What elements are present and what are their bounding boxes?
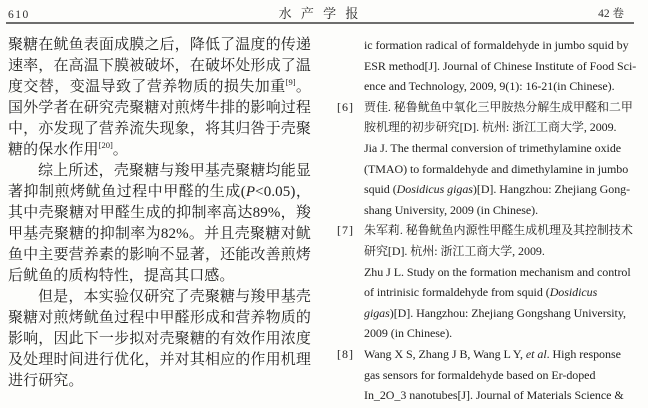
header-divider [6, 22, 634, 24]
text-run: squid ( [364, 182, 397, 197]
reference-line [364, 344, 642, 365]
reference-body [364, 344, 642, 406]
reference-line [364, 35, 642, 56]
text-run: Jia J. The thermal conversion of trimethylamine oxide [364, 140, 622, 155]
text-run: <0.05)，其中壳聚糖对甲醛生成的抑制率高达89%，羧甲基壳聚糖的抑制率为82%。并且壳聚糖对鱿鱼中主要营养素的影响不显著，还能改善煎烤后鱿鱼的质构特性，提高其口感。 [8, 184, 311, 284]
reference-entry [337, 344, 642, 406]
text-run: 聚糖在鱿鱼表面成膜之后，降低了温度的传递速率，在高温下膜被破坏，在破坏处形成了温度交替，变温导致了营养物质的损失加重 [8, 37, 311, 95]
reference-line [364, 138, 642, 159]
reference-label: [7] [337, 223, 354, 238]
text-run: ence and Technology, 2009, 9(1): 16-21(in Chinese). [364, 79, 615, 94]
text-run: of intrinisic formaldehyde from squid ( [364, 285, 550, 300]
reference-entry [337, 220, 642, 344]
text-run: 胺机理的初步研究[D]. 杭州: 浙江工商大学, 2009. [364, 120, 617, 135]
italic-run: Dosidicus gigas [396, 182, 473, 197]
reference-body [364, 97, 642, 221]
italic-run: et al [525, 346, 547, 361]
reference-line [364, 159, 642, 180]
left-column [8, 35, 311, 392]
italic-run: gigas [364, 305, 390, 320]
text-run: )[D]. Hangzhou: Zhejiang Gongshang University, [389, 305, 626, 320]
text-run: . High response [546, 346, 621, 361]
journal-title: 水 产 学 报 [278, 6, 362, 21]
reference-entry [337, 97, 642, 221]
page-number: 610 [8, 9, 30, 21]
reference-label: [6] [337, 99, 354, 114]
page-body [8, 35, 642, 408]
text-run: )[D]. Hangzhou: Zhejiang Gong- [472, 182, 631, 197]
reference-line [364, 220, 642, 241]
text-run: Wang X S, Zhang J B, Wang L Y, [364, 346, 526, 361]
reference-line [364, 262, 642, 283]
text-run: shang University, 2009 (in Chinese). [364, 202, 539, 217]
reference-entry [337, 35, 642, 97]
reference-line [364, 365, 642, 386]
citation-superscript: [20] [98, 140, 113, 150]
text-run: 贾佳. 秘鲁鱿鱼中氧化三甲胺热分解生成甲醛和二甲 [364, 99, 633, 114]
text-run: (TMAO) to formaldehyde and dimethylamine in jumbo [364, 161, 629, 176]
paragraph [8, 35, 311, 161]
text-run: ESR method[J]. Journal of Chinese Institute of Food Sci- [364, 58, 637, 73]
reference-line [364, 385, 642, 406]
text-run: 2009 (in Chinese). [364, 326, 453, 341]
right-column [337, 35, 642, 406]
citation-superscript: [9] [285, 77, 296, 87]
volume-label: 42 卷 [598, 8, 624, 20]
text-run: ic formation radical of formaldehyde in jumbo squid by [364, 38, 629, 52]
text-run: 。 [112, 142, 128, 158]
reference-line [364, 56, 642, 77]
text-run: 。国外学者在研究壳聚糖对煎烤牛排的影响过程中，亦发现了营养流失现象，将其归咎于壳聚糖的保水作用 [8, 79, 311, 158]
page-header [8, 6, 632, 21]
reference-line [364, 241, 642, 262]
reference-line [364, 323, 642, 344]
text-run: 朱军莉. 秘鲁鱿鱼内源性甲醛生成机理及其控制技术 [364, 223, 633, 238]
text-run: Zhu J L. Study on the formation mechanism and control [364, 264, 631, 279]
italic-run: Dosidicus [549, 285, 598, 300]
text-run: 综上所述，壳聚糖与羧甲基壳聚糖均能显著抑制煎烤鱿鱼过程中甲醛的生成( [8, 163, 311, 200]
reference-line [364, 303, 642, 324]
reference-line [364, 200, 642, 221]
reference-label [337, 35, 364, 97]
reference-body [364, 220, 642, 344]
text-run: In_2O_3 nanotubes[J]. Journal of Materials Science & [364, 388, 624, 403]
text-run: 但是，本实验仅研究了壳聚糖与羧甲基壳聚糖对煎烤鱿鱼过程中甲醛形成和营养物质的影响，因此下一步拟对壳聚糖的有效作用浓度及处理时间进行优化，并对其相应的作用机理进行研究。 [8, 289, 311, 389]
reference-label: [8] [337, 346, 354, 361]
reference-line [364, 179, 642, 200]
paragraph [8, 161, 311, 287]
reference-line [364, 117, 642, 138]
reference-body [364, 35, 642, 97]
paragraph [8, 287, 311, 392]
italic-run: P [245, 184, 256, 200]
text-run: gas sensors for formaldehyde based on Er-doped [364, 367, 596, 382]
reference-line [364, 76, 642, 97]
text-run: 研究[D]. 杭州: 浙江工商大学, 2009. [364, 243, 545, 258]
reference-line [364, 282, 642, 303]
reference-line [364, 97, 642, 118]
